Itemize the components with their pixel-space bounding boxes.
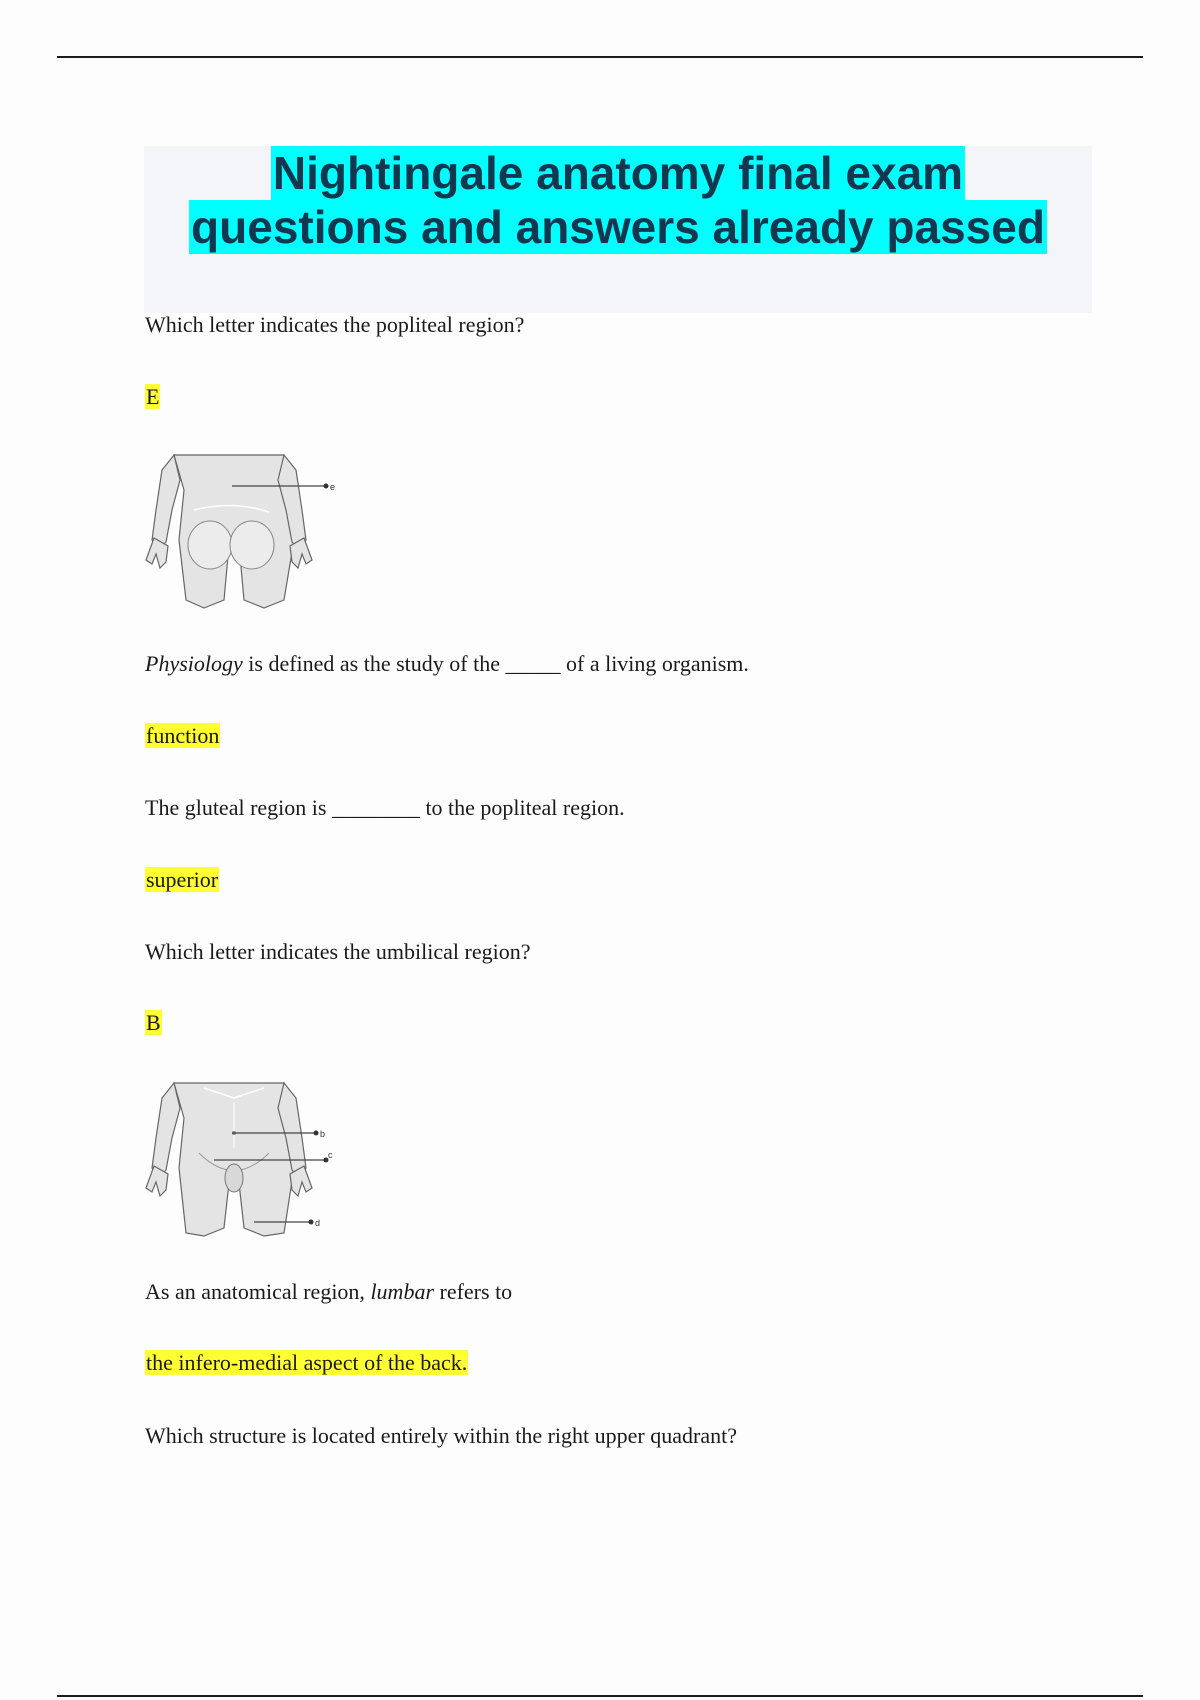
question-5-after: refers to [434, 1279, 513, 1304]
answer-2 [145, 723, 220, 749]
answer-1 [145, 384, 160, 410]
posterior-body-figure [144, 450, 334, 610]
question-6: Which structure is located entirely within the right upper quadrant? [145, 1423, 737, 1448]
anterior-label-c: c [328, 1150, 333, 1160]
anterior-body-figure [144, 1078, 334, 1238]
anterior-label-d: d [315, 1218, 321, 1228]
posterior-label-e: e [330, 482, 336, 492]
question-4: Which letter indicates the umbilical region? [145, 939, 531, 964]
question-5 [145, 1279, 512, 1305]
title-line-1: Nightingale anatomy final exam [272, 147, 964, 199]
question-2 [145, 651, 749, 677]
title-line-2: questions and answers already passed [191, 201, 1045, 253]
answer-1-text: E [146, 384, 160, 409]
top-rule [57, 56, 1143, 58]
question-1: Which letter indicates the popliteal region? [145, 312, 525, 337]
question-2-after: is defined as the study of the _____ of a living organism. [242, 651, 749, 676]
question-5-italic: lumbar [370, 1279, 434, 1304]
question-2-italic: Physiology [145, 651, 243, 676]
answer-3 [145, 867, 219, 893]
answer-4-text: B [146, 1010, 161, 1035]
question-5-before: As an anatomical region, [145, 1279, 371, 1304]
answer-2-text: function [146, 723, 220, 748]
answer-5 [145, 1350, 468, 1376]
answer-4 [145, 1010, 162, 1036]
title-block [144, 146, 1092, 313]
anterior-label-b: b [320, 1129, 326, 1139]
answer-3-text: superior [146, 867, 219, 892]
bottom-rule [57, 1695, 1143, 1697]
answer-5-text: the infero-medial aspect of the back. [146, 1350, 468, 1375]
question-3: The gluteal region is ________ to the popliteal region. [145, 795, 625, 820]
